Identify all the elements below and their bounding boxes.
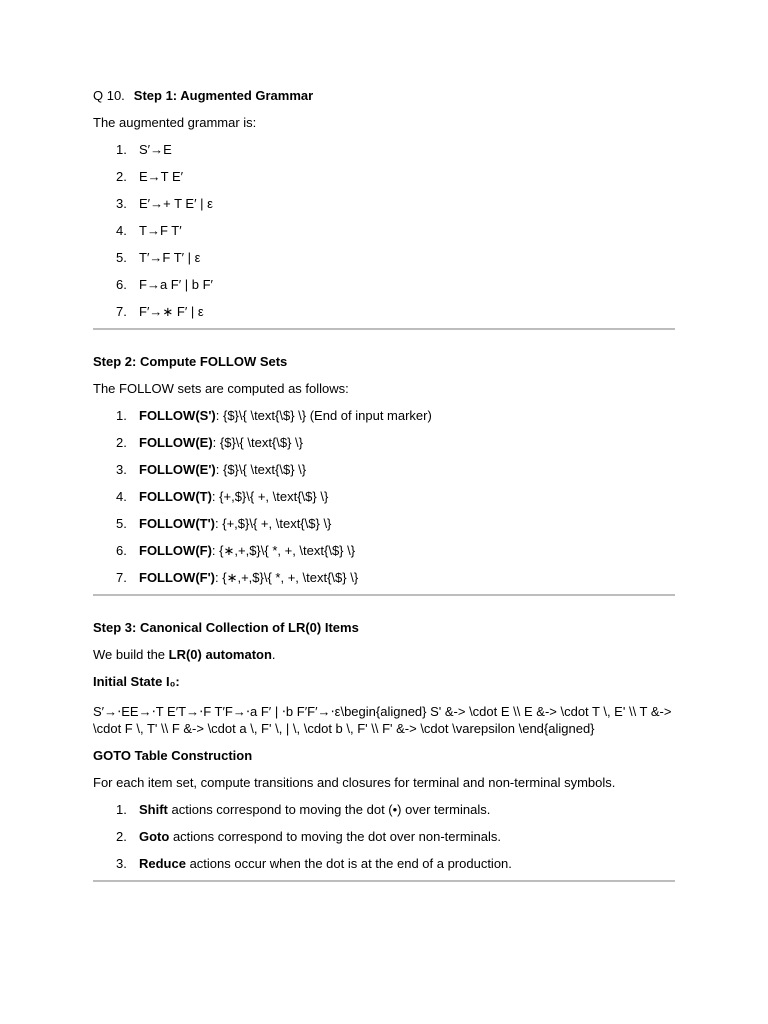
goto-heading: GOTO Table Construction (93, 748, 253, 763)
follow-item: 4. FOLLOW(T): {+,$}\{ +, \text{\$} \} (116, 489, 329, 504)
step2-heading: Step 2: Compute FOLLOW Sets (93, 354, 288, 369)
action-list (93, 802, 675, 872)
step1-title: Step 1: Augmented Grammar (133, 88, 314, 103)
grammar-list (93, 142, 675, 320)
initial-state-label: Initial State I₀: (93, 674, 180, 689)
grammar-rule: 5. T′→F T′ | ε (116, 250, 201, 265)
section-divider (93, 880, 675, 882)
step1-heading (93, 88, 675, 104)
grammar-rule: 1. S′→E (116, 142, 172, 157)
step1-intro: The augmented grammar is: (93, 115, 257, 130)
action-item: 2. Goto actions correspond to moving the dot over non-terminals. (116, 829, 501, 844)
follow-item: 5. FOLLOW(T'): {+,$}\{ +, \text{\$} \} (116, 516, 332, 531)
step2-intro: The FOLLOW sets are computed as follows: (93, 381, 349, 396)
goto-intro: For each item set, compute transitions and closures for terminal and non-terminal symbols. (93, 775, 616, 790)
follow-item: 2. FOLLOW(E): {$}\{ \text{\$} \} (116, 435, 304, 450)
document-content (93, 88, 675, 882)
grammar-rule: 6. F→a F′ | b F′ (116, 277, 213, 292)
grammar-rule: 2. E→T E′ (116, 169, 184, 184)
follow-item: 1. FOLLOW(S'): {$}\{ \text{\$} \} (End of input marker) (116, 408, 432, 423)
step3-heading: Step 3: Canonical Collection of LR(0) Items (93, 620, 359, 635)
question-number: Q 10. (93, 88, 125, 103)
action-item: 1. Shift actions correspond to moving the dot (•) over terminals. (116, 802, 491, 817)
follow-item: 3. FOLLOW(E'): {$}\{ \text{\$} \} (116, 462, 307, 477)
initial-state-items: S′→⋅EE→⋅T E′T→⋅F T′F→⋅a F′ | ⋅b F′F′→⋅ε\begin{aligned} S' &-> \cdot E \\ E &-> \cdot T \, E' \\ T &-> \cdot F \, T' \\ F &-> \cdot a \, F' \, | \, \cdot b \, F' \\ F' &-> \cdot \varepsilon \end{aligned} (93, 704, 672, 736)
grammar-rule: 7. F′→∗ F′ | ε (116, 304, 204, 319)
action-item: 3. Reduce actions occur when the dot is at the end of a production. (116, 856, 512, 871)
follow-item: 7. FOLLOW(F'): {∗,+,$}\{ *, +, \text{\$} \} (116, 570, 359, 585)
grammar-rule: 3. E′→+ T E′ | ε (116, 196, 213, 211)
follow-item: 6. FOLLOW(F): {∗,+,$}\{ *, +, \text{\$} \} (116, 543, 356, 558)
follow-list (93, 408, 675, 586)
step3-build-line: We build the LR(0) automaton. (93, 647, 276, 662)
grammar-rule: 4. T→F T′ (116, 223, 182, 238)
